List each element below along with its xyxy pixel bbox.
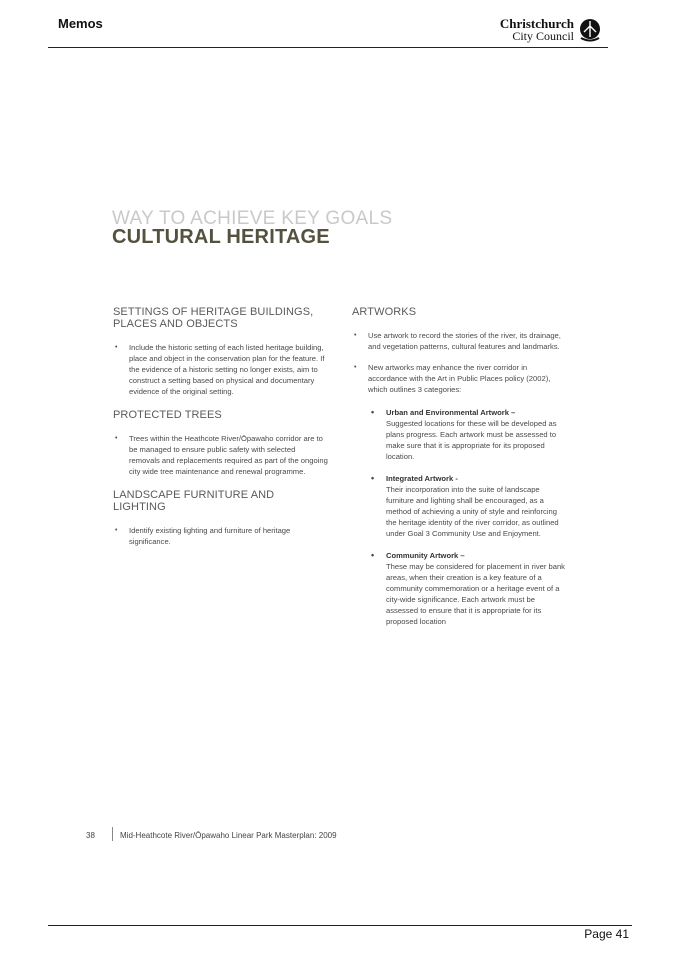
bullet-icon: • [371, 550, 375, 560]
category-item [352, 407, 567, 462]
artworks-bullet-2: New artworks may enhance the river corridor in accordance with the Art in Public Places policy (2002), which outlines 3 categories: [368, 363, 551, 394]
artworks-bullet-1: Use artwork to record the stories of the river, its drainage, and vegetation patterns, cultural features and landmarks. [368, 331, 561, 351]
furniture-heading: LANDSCAPE FURNITURE AND LIGHTING [113, 489, 275, 513]
bullet-icon: • [115, 344, 118, 351]
logo-line-1: Christchurch [499, 16, 574, 31]
list-item [113, 433, 328, 477]
council-logo-icon [578, 18, 602, 42]
category-title: Urban and Environmental Artwork – [386, 408, 516, 417]
category-title: Community Artwork – [386, 551, 465, 560]
bullet-icon: • [115, 527, 118, 534]
header-rule [48, 47, 608, 48]
category-item [352, 550, 567, 627]
artworks-heading: ARTWORKS [352, 306, 417, 318]
council-logo [492, 16, 602, 44]
page-title: CULTURAL HERITAGE [112, 226, 330, 248]
memos-label: Memos [58, 16, 103, 31]
document-page-number: 38 [86, 831, 95, 840]
list-item [352, 330, 567, 352]
settings-text: Include the historic setting of each listed heritage building, place and object in the conservation plan for the feature. If the evidence of a historic setting no longer exists, aim to construct a setting based on physical and documentary evidence of the original setting. [129, 343, 325, 396]
trees-text: Trees within the Heathcote River/Ōpawaho corridor are to be managed to ensure public safety with selected removals and replacements required as part of the ongoing city wide tree maintenance and renewal programme. [129, 434, 328, 476]
bullet-icon: • [354, 332, 357, 339]
left-column [113, 306, 328, 557]
category-item [352, 473, 567, 539]
bullet-icon: • [371, 407, 375, 417]
footer-rule [48, 925, 632, 926]
right-column [352, 306, 567, 638]
bullet-icon: • [371, 473, 375, 483]
category-text: These may be considered for placement in river bank areas, when their creation is a key feature of a community commemoration or a heritage event of a city-wide significance. Each artwork must be assessed to ensure that it is appropriate for its proposed location [386, 562, 565, 626]
category-text: Their incorporation into the suite of landscape furniture and lighting shall be encouraged, as a method of achieving a unity of style and reinforcing the heritage identity of the river corridor, as outlined under Goal 3 Community Use and Enjoyment. [386, 485, 559, 538]
trees-heading: PROTECTED TREES [113, 409, 222, 421]
settings-heading: SETTINGS OF HERITAGE BUILDINGS, PLACES AND OBJECTS [113, 306, 314, 330]
footer-divider [112, 827, 113, 841]
list-item [113, 342, 328, 397]
list-item [113, 525, 328, 547]
list-item [352, 362, 567, 395]
bullet-icon: • [354, 364, 357, 371]
furniture-text: Identify existing lighting and furniture of heritage significance. [129, 526, 291, 546]
page-number-label: Page 41 [584, 927, 629, 941]
category-text: Suggested locations for these will be developed as plans progress. Each artwork must be assessed to make sure that it is appropriate for its proposed location. [386, 419, 557, 461]
logo-line-2: City Council [512, 29, 574, 43]
bullet-icon: • [115, 435, 118, 442]
document-title: Mid-Heathcote River/Ōpawaho Linear Park Masterplan: 2009 [120, 831, 337, 840]
section-kicker: WAY TO ACHIEVE KEY GOALS [112, 208, 393, 229]
category-title: Integrated Artwork - [386, 474, 458, 483]
